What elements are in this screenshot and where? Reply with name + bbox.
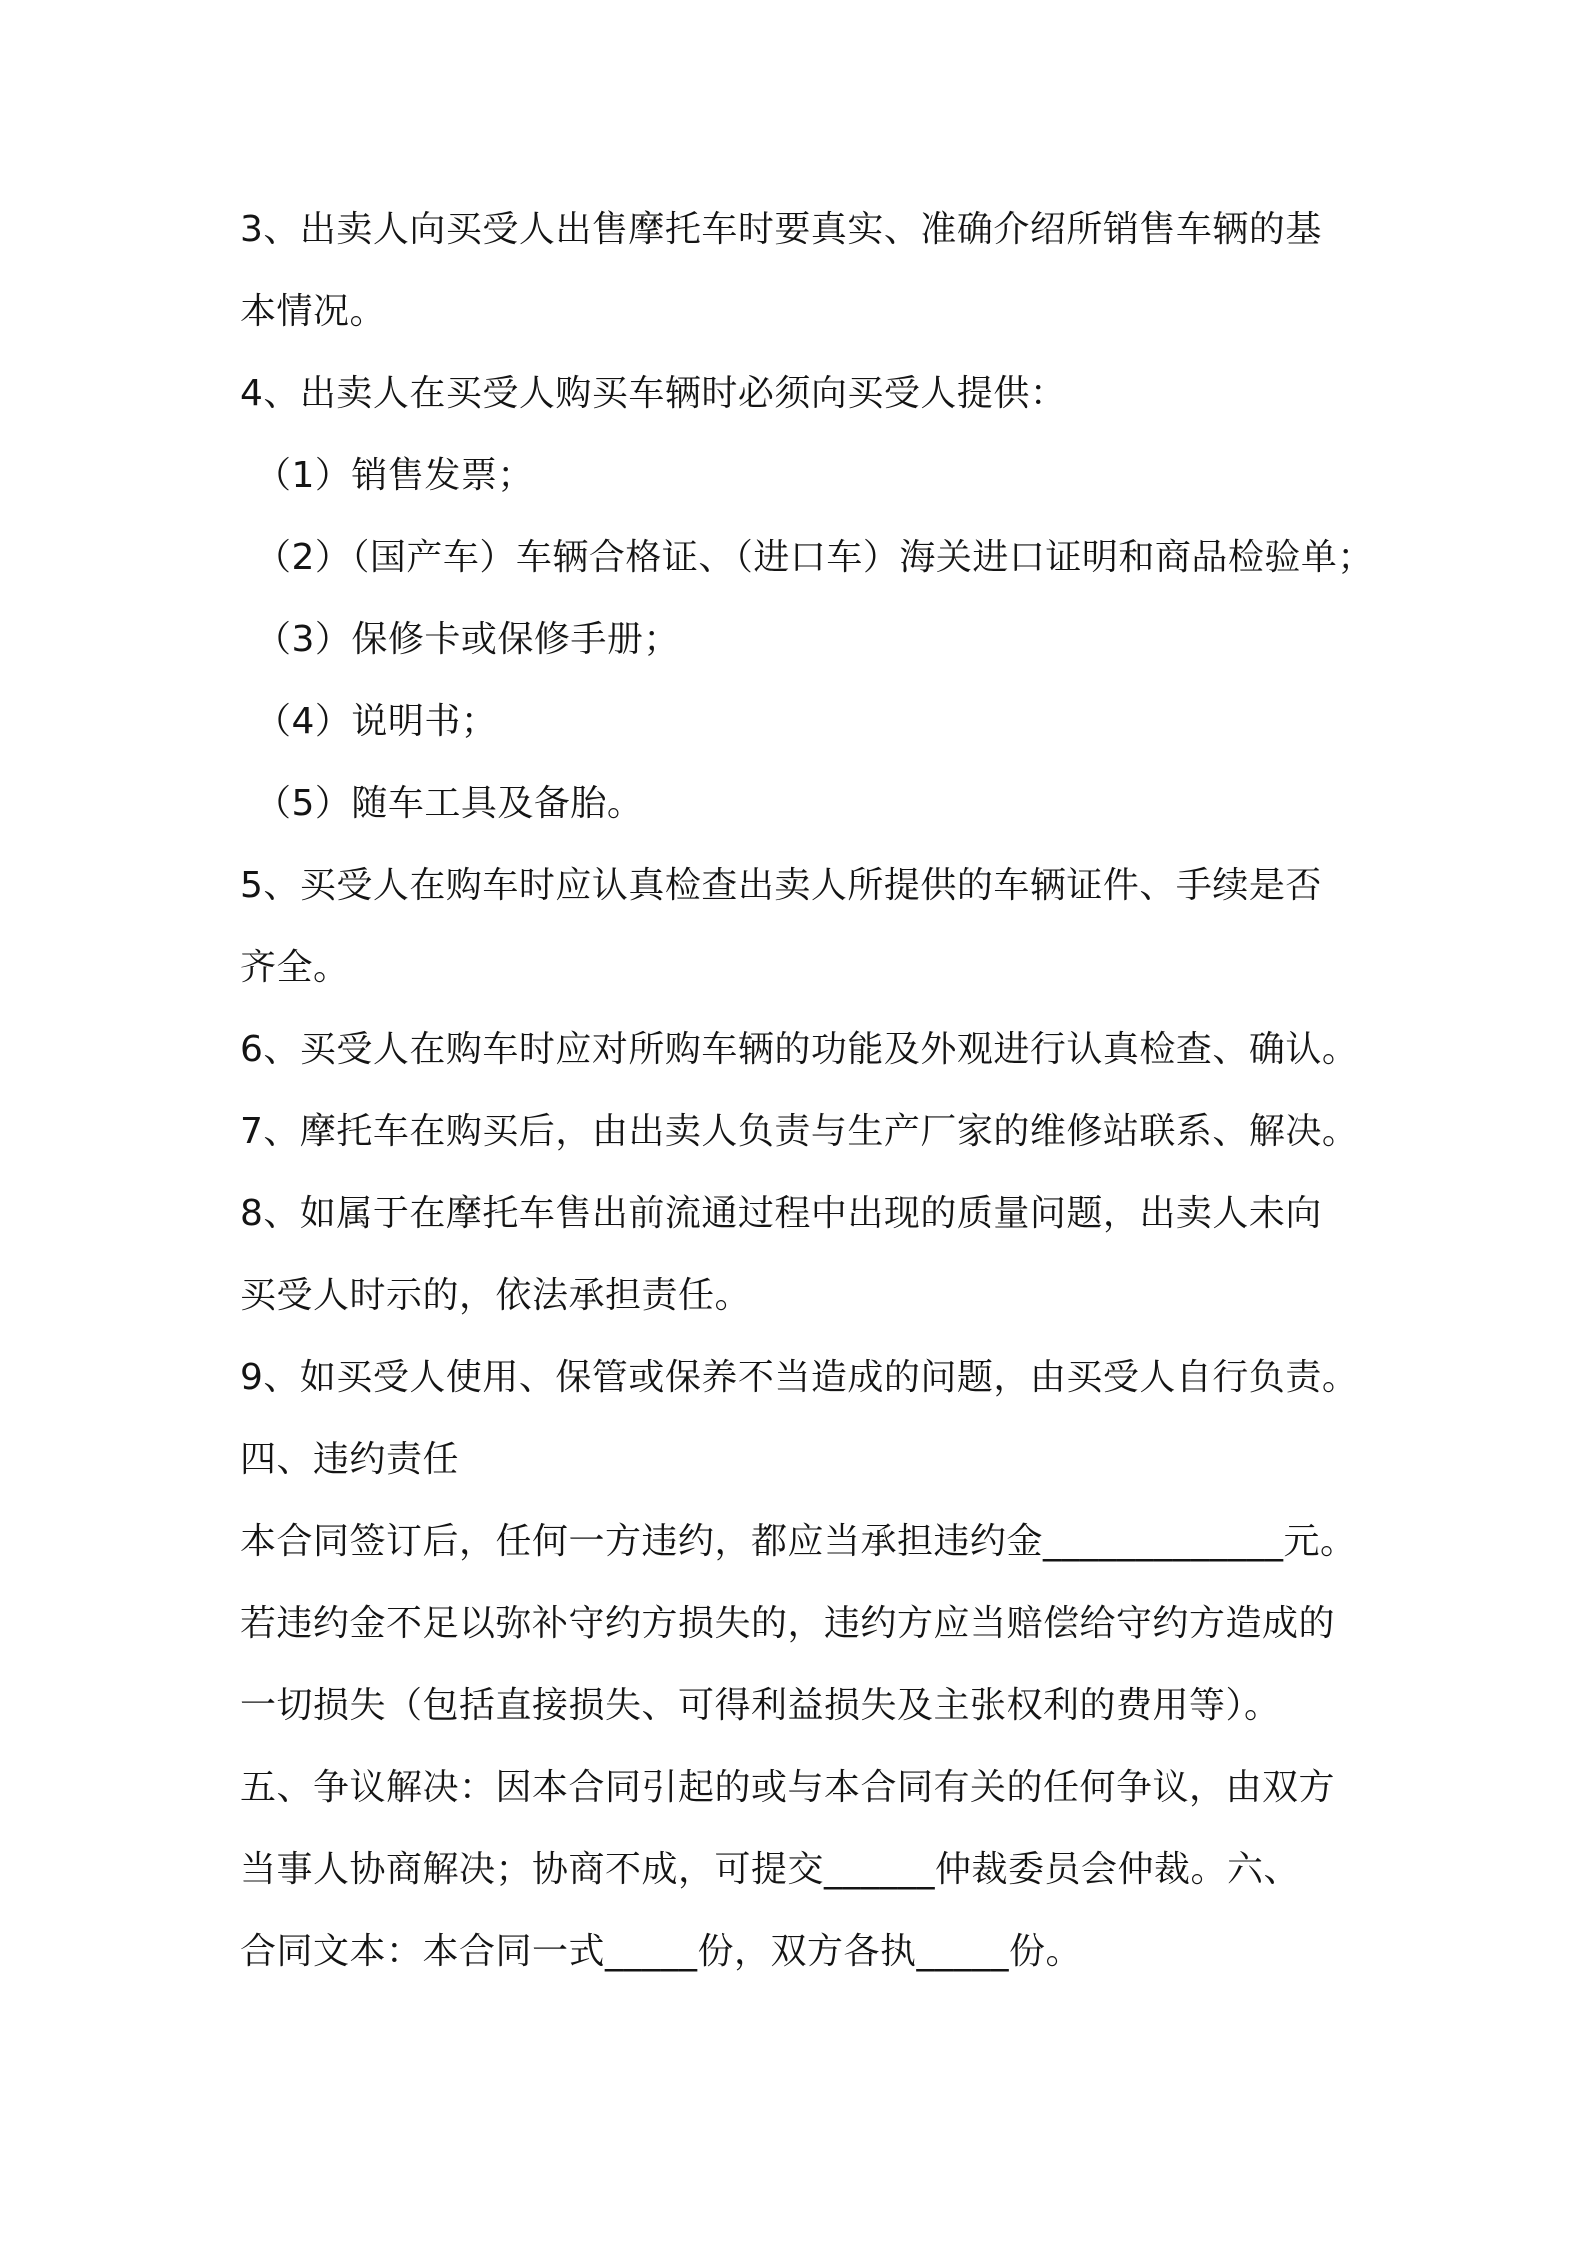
clause-4-item-2: （2）（国产车）车辆合格证、（进口车）海关进口证明和商品检验单； (255, 537, 1374, 578)
clause-5-line-1: 5、买受人在购车时应认真检查出卖人所提供的车辆证件、手续是否 (240, 865, 1322, 906)
clause-4-item-5: （5）随车工具及备胎。 (255, 783, 644, 824)
clause-4-item-4: （4）说明书； (255, 701, 498, 742)
dispute-line-1: 五、争议解决：因本合同引起的或与本合同有关的任何争议，由双方 (240, 1767, 1336, 1808)
clause-5-line-2: 齐全。 (240, 947, 350, 988)
penalty-line-1: 本合同签订后，任何一方违约，都应当承担违约金_____________元。 (240, 1521, 1357, 1562)
dispute-line-2: 当事人协商解决；协商不成，可提交______仲裁委员会仲裁。六、 (240, 1849, 1301, 1890)
clause-4-heading: 4、出卖人在买受人购买车辆时必须向买受人提供： (240, 373, 1067, 414)
penalty-line-3: 一切损失（包括直接损失、可得利益损失及主张权利的费用等）。 (240, 1685, 1281, 1726)
clause-3-line-1: 3、出卖人向买受人出售摩托车时要真实、准确介绍所销售车辆的基 (240, 209, 1322, 250)
clause-4-item-3: （3）保修卡或保修手册； (255, 619, 680, 660)
clause-7: 7、摩托车在购买后，由出卖人负责与生产厂家的维修站联系、解决。 (240, 1111, 1359, 1152)
clause-4-item-1: （1）销售发票； (255, 455, 534, 496)
clause-6: 6、买受人在购车时应对所购车辆的功能及外观进行认真检查、确认。 (240, 1029, 1359, 1070)
clause-8-line-1: 8、如属于在摩托车售出前流通过程中出现的质量问题，出卖人未向 (240, 1193, 1322, 1234)
contract-copies-line: 合同文本：本合同一式_____份，双方各执_____份。 (240, 1931, 1083, 1972)
clause-8-line-2: 买受人时示的，依法承担责任。 (240, 1275, 752, 1316)
section-4-heading: 四、违约责任 (240, 1439, 460, 1480)
clause-3-line-2: 本情况。 (240, 291, 387, 332)
penalty-line-2: 若违约金不足以弥补守约方损失的，违约方应当赔偿给守约方造成的 (240, 1603, 1336, 1644)
clause-9: 9、如买受人使用、保管或保养不当造成的问题，由买受人自行负责。 (240, 1357, 1359, 1398)
